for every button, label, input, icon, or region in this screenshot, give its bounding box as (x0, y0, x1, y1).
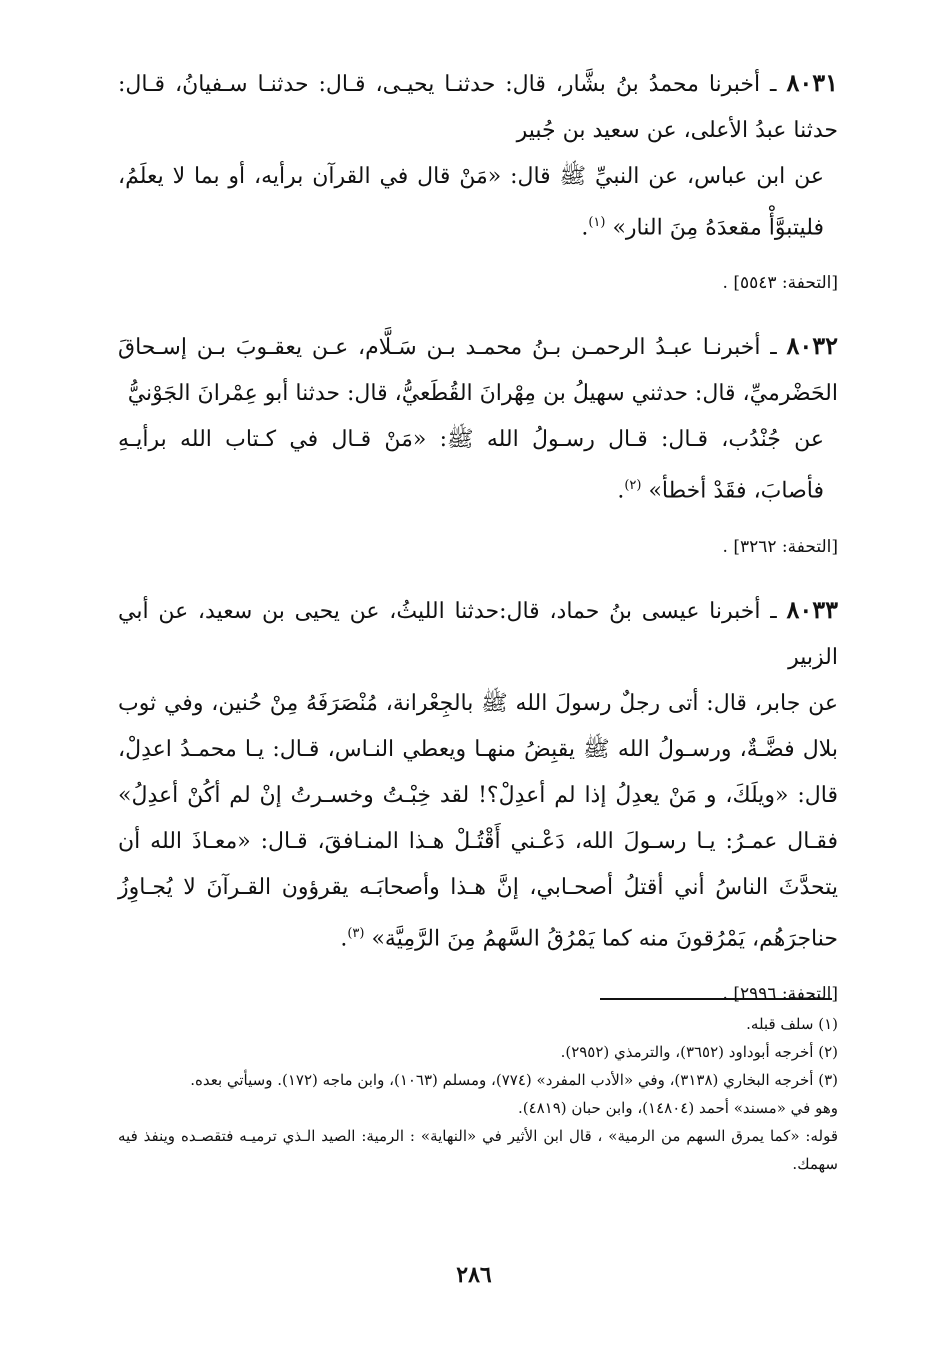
hadith-8032 (118, 323, 838, 417)
hadith-matn: عن جُنْدُب، قـال: قـال رسـولُ الله ﷺ: «مَنْ قـال في كـتاب الله برأيـهِ فأصابَ، فقَدْ أخطأ» $^{(٢)}$. (118, 427, 824, 504)
hadith-matn: عن جابر، قال: أتى رجلٌ رسولَ الله ﷺ بالجِعْرانة، مُنْصَرَفَهُ مِنْ حُنين، وفي ثوب بلال فضَّـةٌ، ورسـولُ الله ﷺ يقبِضُ منهـا ويعطي النـاس، قـال: يـا محمـدُ اعدِلْ، قال: «ويلَكَ، و مَنْ يعدِلُ إذا لم أعدِلْ؟! لقد خِبْـتُ وخسـرتُ إنْ لم أكُنْ أعدِلُ» فقـال عمـرُ: يـا رسـولَ الله، دَعْـني أَقْتُـلْ هـذا المنـافقَ، قـال: «معـاذَ الله أن يتحدَّثَ الناسُ أني أقتلُ أصحـابي، إنَّ هـذا وأصحابَـه يقرؤون القـرآنَ لا يُجـاوِزُ حناجرَهُم، يَمْرُقونَ منه كما يَمْرُقُ السَّهمُ مِنَ الرَّمِيَّة» $^{(٣)}$. (118, 690, 838, 951)
footnote-divider (600, 998, 832, 1000)
hadith-number: ٨٠٣١ (786, 68, 838, 97)
hadith-number: ٨٠٣٢ (786, 331, 838, 361)
footnote-ref: (٢) (624, 478, 642, 494)
hadith-8031 (118, 60, 838, 154)
hadith-matn-text: عن جابر، قال: أتى رجلٌ رسولَ الله ﷺ بالجِعْرانة، مُنْصَرَفَهُ مِنْ حُنين، وفي ثوب بلال فضَّـةٌ، ورسـولُ الله ﷺ يقبِضُ منهـا ويعطي النـاس، قـال: يـا محمـدُ اعدِلْ، قال: «ويلَكَ، و مَنْ يعدِلُ إذا لم أعدِلْ؟! لقد خِبْـتُ وخسـرتُ إنْ لم أكُنْ أعدِلُ» فقـال عمـرُ: يـا رسـولَ الله، دَعْـني أَقْتُـلْ هـذا المنـافقَ، قـال: «معـاذَ الله أن يتحدَّثَ الناسُ أني أقتلُ أصحـابي، إنَّ هـذا وأصحابَـه يقرؤون القـرآنَ لا يُجـاوِزُ حناجرَهُم، يَمْرُقونَ منه كما يَمْرُقُ السَّهمُ مِنَ الرَّمِيَّة» (118, 690, 838, 951)
footnote-3: (٣) أخرجه البخاري (٣١٣٨)، وفي «الأدب المفرد» (٧٧٤)، ومسلم (١٠٦٣)، وابن ماجه (١٧٢). وسيأتي بعده. (190, 1071, 838, 1089)
page-number: ٢٨٦ (456, 1262, 492, 1288)
hadith-matn-text: عن جُنْدُب، قـال: قـال رسـولُ الله ﷺ: «مَنْ قـال في كـتاب الله برأيـهِ فأصابَ، فقَدْ أخطأ» (118, 427, 824, 504)
hadith-isnad: ـ أخبرنا عيسى بنُ حماد، قال:حدثنا الليثُ، عن يحيى بن سعيد، عن أبي الزبير (118, 598, 838, 670)
footnote-1: (١) سلف قبله. (746, 1015, 838, 1033)
tuhfa-reference: [التحفة: ٣٢٦٢] . (722, 536, 838, 557)
hadith-isnad: ـ أخبرنا محمدُ بنُ بشَّار، قال: حدثنـا يحيـى، قـال: حدثنـا سـفيانُ، قـال: حدثنا عبدُ الأعلى، عن سعيد بن جُبير (118, 72, 838, 143)
main-text (118, 60, 838, 1034)
hadith-number: ٨٠٣٣ (786, 594, 838, 624)
footnote-3-gloss: قوله: «كما يمرق السهم من الرمية» ، قال ابن الأثير في «النهاية» : الرمية: الصيد الـذي ترميـه فتقصـده وينفذ فيه سهمك. (118, 1127, 838, 1173)
footnote-3-continued: وهو في «مسند» أحمد (١٤٨٠٤)، وابن حبان (٤٨١٩). (517, 1099, 838, 1117)
tuhfa-reference: [التحفة: ٢٩٩٦] . (722, 983, 838, 1004)
hadith-matn-text: عن ابن عباس، عن النبيِّ ﷺ قال: «مَنْ قال في القرآن برأيه، أو بما لا يعلَمُ، فليتبوَّأْ مقعدَهُ مِنَ النار» (118, 164, 824, 241)
tuhfa-reference: [التحفة: ٥٥٤٣] . (722, 273, 838, 294)
hadith-8033 (118, 587, 838, 681)
footnotes (118, 1010, 838, 1178)
footnote-ref: (١) (588, 215, 606, 230)
hadith-matn: عن ابن عباس، عن النبيِّ ﷺ قال: «مَنْ قال في القرآن برأيه، أو بما لا يعلَمُ، فليتبوَّأْ مقعدَهُ مِنَ النار» $^{(١)}$. (118, 164, 824, 241)
footnote-ref: (٣) (347, 925, 365, 941)
footnote-2: (٢) أخرجه أبوداود (٣٦٥٢)، والترمذي (٢٩٥٢). (560, 1043, 838, 1061)
hadith-isnad: ـ أخبرنـا عبـدُ الرحمـن بـنُ محمـد بـن سَـلَّام، عـن يعقـوبَ بـن إسـحاقَ الحَضْرميِّ، قال: حدثني سهيلُ بن مِهْرانَ القُطَعيُّ، قال: حدثنا أبو عِمْرانَ الجَوْنيُّ (118, 335, 838, 407)
